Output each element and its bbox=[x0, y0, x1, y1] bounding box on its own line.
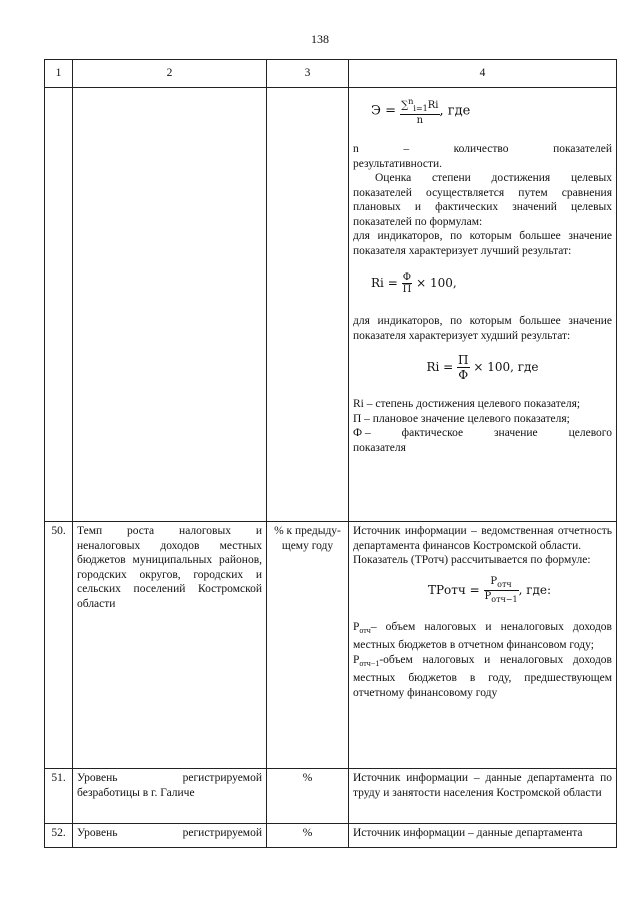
table-header-row bbox=[45, 60, 617, 88]
ri1-denominator: П bbox=[402, 284, 412, 295]
def-n-symbol: n bbox=[353, 143, 359, 155]
p-previous-sym: Р bbox=[353, 653, 360, 666]
p-current-text: – объем налоговых и неналоговых доходов местных бюджетов в отчетном финансовом году; bbox=[353, 620, 612, 651]
trotch-den-sym: Р bbox=[484, 590, 492, 602]
trotch-lhs: ТРотч = bbox=[427, 582, 480, 597]
def-n-line bbox=[353, 130, 612, 157]
def-fact-word3: целевого bbox=[568, 427, 612, 439]
ri2-denominator: Ф bbox=[458, 368, 469, 382]
def-fact-symbol: Ф – bbox=[353, 427, 371, 439]
def-n-end: результативности. bbox=[353, 157, 443, 170]
indicator-name: Уровень регистрируемой безработицы в г. Галиче bbox=[77, 772, 262, 799]
ri1-lhs: Ri = bbox=[371, 276, 398, 290]
def-p-previous bbox=[353, 653, 612, 701]
formula-e-tail: , где bbox=[439, 103, 471, 119]
def-fact-word1: фактическое bbox=[401, 427, 464, 439]
indicator-name: Темп роста налоговых и неналоговых доходов местных бюджетов муниципальных районов, городских округов, городских и сельских поселений Костромской области bbox=[77, 525, 262, 610]
table-row-51 bbox=[45, 769, 617, 824]
def-n-word2: показателей bbox=[553, 143, 612, 155]
calc-text: Показатель (ТРотч) рассчитывается по формуле: bbox=[353, 554, 591, 566]
formula-e-denominator: n bbox=[416, 115, 424, 126]
unit-cell bbox=[267, 522, 349, 769]
header-col-4: 4 bbox=[349, 60, 617, 88]
indicator-name-cell bbox=[73, 769, 267, 824]
row-number: 50. bbox=[45, 522, 73, 769]
indicator-name-cell bbox=[73, 824, 267, 848]
source-text: Источник информации – ведомственная отчетность департамента финансов Костромской области. bbox=[353, 525, 612, 552]
method-paragraph: Оценка степени достижения целевых показателей осуществляется путем сравнения плановых и фактических значений целевых показателей по формулам: bbox=[353, 172, 612, 228]
formula-ri-worse bbox=[353, 343, 612, 393]
trotch-tail: , где: bbox=[518, 582, 552, 597]
cont-num-cell bbox=[45, 88, 73, 522]
def-n-dash: – bbox=[403, 143, 410, 155]
unit-cell bbox=[267, 769, 349, 824]
def-plan: П – плановое значение целевого показателя; bbox=[353, 412, 570, 425]
source-text: Источник информации – данные департамента по труду и занятости населения Костромской области bbox=[353, 772, 612, 799]
ri1-tail: × 100, bbox=[416, 276, 457, 290]
unit-cell bbox=[267, 824, 349, 848]
def-p-current bbox=[353, 616, 612, 653]
row-number: 51. bbox=[45, 769, 73, 824]
indicator-name: Уровень регистрируемой bbox=[77, 827, 262, 839]
def-fact-line bbox=[353, 426, 612, 441]
formula-e-lhs: Э = bbox=[371, 103, 396, 119]
cont-unit-cell bbox=[267, 88, 349, 522]
table-row-52 bbox=[45, 824, 617, 848]
sum-sign: ∑ bbox=[401, 100, 409, 111]
method-cell bbox=[349, 824, 617, 848]
sum-lower: i=1 bbox=[413, 104, 428, 113]
worse-indicator-paragraph: для индикаторов, по которым большее значение показателя характеризует худший результат: bbox=[353, 315, 612, 342]
def-n-word1: количество bbox=[453, 143, 509, 155]
cont-name-cell bbox=[73, 88, 267, 522]
method-cell bbox=[349, 522, 617, 769]
trotch-num-sub: отч bbox=[497, 579, 512, 589]
table-row-continuation bbox=[45, 88, 617, 522]
table-row-50 bbox=[45, 522, 617, 769]
unit-label: % bbox=[302, 772, 313, 784]
p-current-sym: Р bbox=[353, 620, 360, 633]
p-current-sub: отч bbox=[359, 625, 371, 635]
def-ri: Ri – степень достижения целевого показателя; bbox=[353, 398, 581, 410]
sum-upper: n bbox=[408, 97, 414, 106]
header-col-2: 2 bbox=[73, 60, 267, 88]
page-number: 138 bbox=[311, 32, 329, 46]
def-fact-end: показателя bbox=[353, 441, 406, 454]
row-number: 52. bbox=[45, 824, 73, 848]
indicator-name-cell bbox=[73, 522, 267, 769]
formula-trotch bbox=[353, 568, 612, 616]
indicators-table bbox=[44, 59, 617, 848]
ri2-lhs: Ri = bbox=[426, 360, 454, 374]
ri2-tail: × 100, где bbox=[473, 360, 539, 374]
p-previous-sub: отч−1 bbox=[359, 658, 380, 668]
formula-e-fraction bbox=[400, 96, 439, 126]
cont-method-cell bbox=[349, 88, 617, 522]
ri1-numerator: Ф bbox=[402, 272, 412, 283]
header-col-1: 1 bbox=[45, 60, 73, 88]
sum-term: Ri bbox=[427, 100, 439, 111]
p-previous-text: -объем налоговых и неналоговых доходов местных бюджетов в году, предшествующем отчетному финансовому году bbox=[353, 653, 612, 699]
header-col-3: 3 bbox=[267, 60, 349, 88]
better-indicator-paragraph: для индикаторов, по которым большее значение показателя характеризует лучший результат: bbox=[353, 230, 612, 257]
method-cell bbox=[349, 769, 617, 824]
def-fact-word2: значение bbox=[494, 427, 538, 439]
formula-ri-better bbox=[353, 258, 612, 308]
trotch-num-sym: Р bbox=[490, 575, 498, 587]
unit-label: % к предыду-щему году bbox=[274, 525, 341, 552]
ri2-numerator: П bbox=[458, 353, 469, 367]
formula-efficiency bbox=[353, 90, 612, 130]
source-text: Источник информации – данные департамента bbox=[353, 827, 583, 839]
unit-label: % bbox=[302, 827, 313, 839]
trotch-den-sub: отч−1 bbox=[491, 594, 518, 604]
